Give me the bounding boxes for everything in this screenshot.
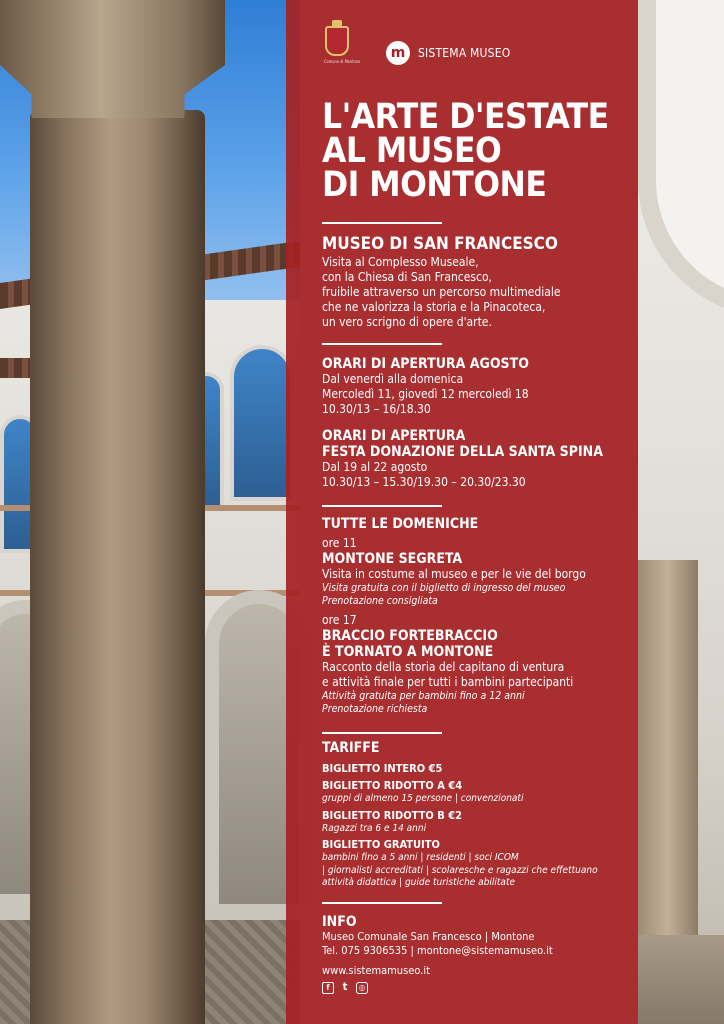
instagram-icon[interactable]: ◎ (356, 982, 368, 994)
desc-line: con la Chiesa di San Francesco, (322, 270, 492, 284)
social-icons (322, 982, 634, 994)
desc-line: un vero scrigno di opere d'arte. (322, 315, 492, 329)
divider (322, 222, 442, 224)
event1-note: Prenotazione consigliata (322, 595, 438, 607)
tariffa-intero: BIGLIETTO INTERO €5 (322, 762, 443, 775)
orari-agosto-hours: 10.30/13 – 16/18.30 (322, 402, 431, 416)
divider (322, 902, 442, 904)
event2-desc: Racconto della storia del capitano di ventura (322, 660, 565, 674)
comune-shield-icon (325, 26, 349, 56)
domeniche-heading: TUTTE LE DOMENICHE (322, 516, 479, 532)
tariffa-ridotto-b-note: Ragazzi tra 6 e 14 anni (322, 822, 427, 834)
tariffa-ridotto-b: BIGLIETTO RIDOTTO B €2 (322, 808, 462, 822)
orari-festa-section (322, 428, 634, 490)
info-address: Museo Comunale San Francesco | Montone (322, 930, 535, 943)
event2-note: Prenotazione richiesta (322, 703, 428, 715)
sistema-museo-logo (386, 41, 510, 65)
event1-note: Visita gratuita con il biglietto di ingresso del museo (322, 582, 566, 594)
title-line: L'ARTE D'ESTATE (322, 97, 609, 137)
tariffa-gratuito-note: bambini fino a 5 anni | residenti | soci ICOM (322, 852, 519, 863)
event2-title: BRACCIO FORTEBRACCIO (322, 628, 498, 644)
museo-section (322, 235, 634, 330)
event2-note: Attività gratuita per bambini fino a 12 anni (322, 690, 525, 702)
tariffa-gratuito: BIGLIETTO GRATUITO (322, 838, 440, 851)
tariffe-section (322, 740, 634, 890)
orari-festa-subheading: FESTA DONAZIONE DELLA SANTA SPINA (322, 444, 603, 460)
museo-description (322, 255, 634, 330)
poster-title (322, 97, 622, 205)
right-column-base (638, 935, 724, 1024)
museo-heading: MUSEO DI SAN FRANCESCO (322, 234, 558, 254)
desc-line: fruibile attraverso un percorso multimediale (322, 285, 561, 299)
arched-window (230, 345, 294, 501)
twitter-icon[interactable]: t (342, 980, 348, 993)
orari-agosto-heading: ORARI DI APERTURA AGOSTO (322, 356, 529, 372)
divider (322, 732, 442, 734)
orari-festa-dates: Dal 19 al 22 agosto (322, 460, 428, 474)
divider (322, 343, 442, 345)
tariffa-gratuito-note: attività didattica | guide turistiche abilitate (322, 877, 516, 888)
orari-agosto-section (322, 356, 634, 417)
domeniche-section (322, 516, 634, 716)
stone-column (30, 110, 205, 1024)
info-section (322, 914, 634, 994)
event2-desc: e attività finale per tutti i bambini partecipanti (322, 675, 574, 689)
sistema-museo-label: SISTEMA MUSEO (418, 46, 511, 60)
event2-time: ore 17 (322, 613, 357, 627)
event1-title: MONTONE SEGRETA (322, 551, 463, 567)
divider (322, 505, 442, 507)
orari-festa-hours: 10.30/13 – 15.30/19.30 – 20.30/23.30 (322, 475, 526, 489)
tariffa-gratuito-note: | giornalisti accreditati | scolaresche e ragazzi che effettuano (322, 864, 598, 876)
event2-title: È TORNATO A MONTONE (322, 644, 494, 660)
title-line: AL MUSEO (322, 131, 502, 171)
website-link[interactable]: www.sistemamuseo.it (322, 964, 430, 977)
event1-time: ore 11 (322, 536, 357, 550)
red-info-panel (286, 0, 638, 1024)
orari-agosto-days: Dal venerdì alla domenica (322, 372, 464, 386)
event1-desc: Visita in costume al museo e per le vie del borgo (322, 567, 586, 581)
info-heading: INFO (322, 914, 357, 930)
desc-line: che ne valorizza la storia e la Pinacoteca, (322, 300, 546, 314)
right-column (638, 560, 698, 980)
tariffa-ridotto-a: BIGLIETTO RIDOTTO A €4 (322, 779, 463, 792)
info-contacts: Tel. 075 9306535 | montone@sistemamuseo.it (322, 944, 553, 957)
orari-agosto-dates: Mercoledì 11, giovedì 12 mercoledì 18 (322, 387, 529, 401)
comune-logo (324, 26, 361, 72)
comune-caption: Comune di Montone (324, 59, 361, 64)
title-line: DI MONTONE (322, 165, 547, 205)
tariffa-ridotto-a-note: gruppi di almeno 15 persone | convenzionati (322, 793, 524, 804)
sistema-museo-icon: m (386, 41, 410, 65)
orari-festa-heading: ORARI DI APERTURA (322, 428, 466, 444)
facebook-icon[interactable]: f (322, 982, 334, 994)
tariffe-heading: TARIFFE (322, 740, 380, 756)
desc-line: Visita al Complesso Museale, (322, 255, 479, 269)
